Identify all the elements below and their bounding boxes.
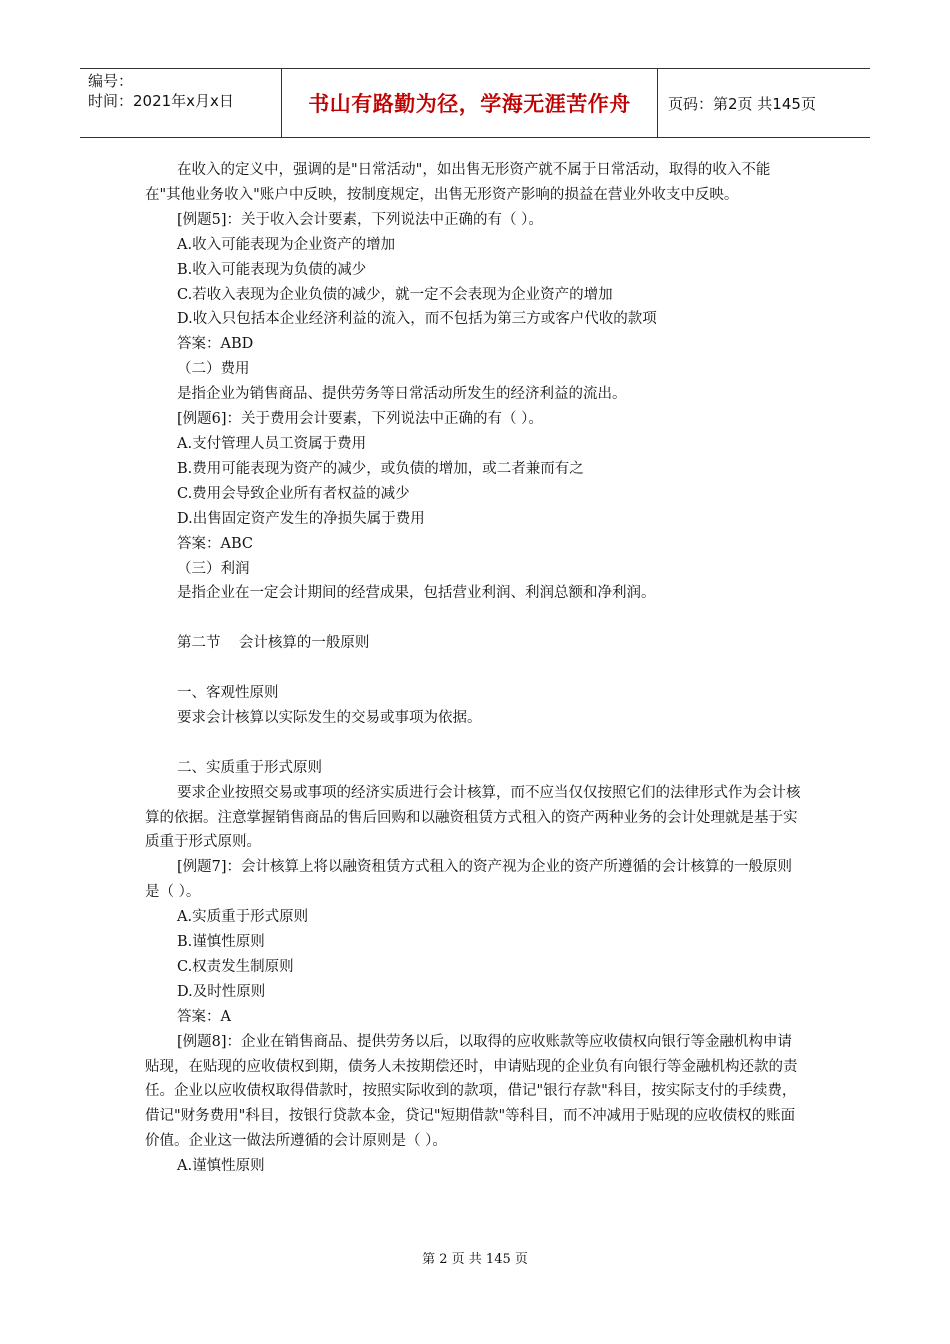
section-heading: 第二节 会计核算的一般原则	[177, 635, 370, 652]
option: B.费用可能表现为资产的减少，或负债的增加，或二者兼而有之	[177, 460, 584, 477]
example-question: [例题8]：企业在销售商品、提供劳务以后，以取得的应收账款等应收债权向银行等金融机构申请贴现，在贴现的应收债权到期，债务人未按期偿还时，申请贴现的企业负有向银行等金融机构还款的责任。企业以应收债权取得借款时，按照实际收到的款项，借记"银行存款"科目，按实际支付的手续费，借记"财务费用"科目，按银行贷款本金，贷记"短期借款"等科目，而不冲减用于贴现的应收债权的账面价值。企业这一做法所遵循的会计原则是（ ）。	[145, 1033, 798, 1150]
option: B.收入可能表现为负债的减少	[177, 261, 367, 278]
paragraph: 在收入的定义中，强调的是"日常活动"，如出售无形资产就不属于日常活动，取得的收入不能在"其他业务收入"账户中反映，按制度规定，出售无形资产影响的损益在营业外收支中反映。	[145, 162, 771, 203]
option: C.费用会导致企业所有者权益的减少	[177, 485, 410, 502]
subheading: 二、实质重于形式原则	[177, 759, 322, 776]
answer: 答案：A	[177, 1008, 231, 1025]
answer: 答案：ABD	[177, 336, 254, 353]
example-question: [例题6]：关于费用会计要素，下列说法中正确的有（ ）。	[177, 411, 543, 428]
header-middle-cell	[282, 69, 658, 137]
paragraph: 是指企业在一定会计期间的经营成果，包括营业利润、利润总额和净利润。	[177, 585, 656, 602]
option: A.实质重于形式原则	[177, 909, 309, 926]
spacer	[145, 656, 805, 681]
option: C.若收入表现为企业负债的减少，就一定不会表现为企业资产的增加	[177, 286, 613, 303]
subheading: 一、客观性原则	[177, 685, 279, 701]
page-info: 页码：第2页 共145页	[668, 94, 816, 113]
spacer	[145, 606, 805, 631]
spacer	[145, 731, 805, 756]
example-question: [例题7]：会计核算上将以融资租赁方式租入的资产视为企业的资产所遵循的会计核算的一般原则是（ ）。	[145, 859, 793, 901]
option: D.收入只包括本企业经济利益的流入，而不包括为第三方或客户代收的款项	[177, 311, 657, 328]
paragraph: 要求会计核算以实际发生的交易或事项为依据。	[177, 709, 482, 726]
page-footer: 第 2 页 共 145 页	[422, 1252, 528, 1267]
option: A.收入可能表现为企业资产的增加	[177, 236, 396, 253]
subheading: （二）费用	[177, 361, 250, 378]
option: D.出售固定资产发生的净损失属于费用	[177, 510, 425, 527]
code-label: 编号：	[88, 72, 134, 90]
example-question: [例题5]：关于收入会计要素，下列说法中正确的有（ ）。	[177, 211, 543, 228]
header-left-cell	[80, 69, 282, 137]
option: B.谨慎性原则	[177, 934, 265, 951]
option: C.权责发生制原则	[177, 958, 294, 975]
paragraph: 是指企业为销售商品、提供劳务等日常活动所发生的经济利益的流出。	[177, 386, 627, 403]
answer: 答案：ABC	[177, 535, 253, 552]
subheading: （三）利润	[177, 560, 250, 577]
paragraph: 要求企业按照交易或事项的经济实质进行会计核算，而不应当仅仅按照它们的法律形式作为会计核算的依据。注意掌握销售商品的售后回购和以融资租赁方式租入的资产两种业务的会计处理就是基于实质重于形式原则。	[145, 784, 801, 851]
header-right-cell	[658, 69, 870, 137]
document-body	[145, 158, 805, 1179]
option: A.谨慎性原则	[177, 1158, 265, 1175]
option: A.支付管理人员工资属于费用	[177, 435, 367, 452]
motto: 书山有路勤为径，学海无涯苦作舟	[308, 92, 631, 116]
date-line: 时间：2021年x月x日	[88, 92, 234, 110]
header-table	[80, 68, 870, 138]
option: D.及时性原则	[177, 983, 266, 1000]
